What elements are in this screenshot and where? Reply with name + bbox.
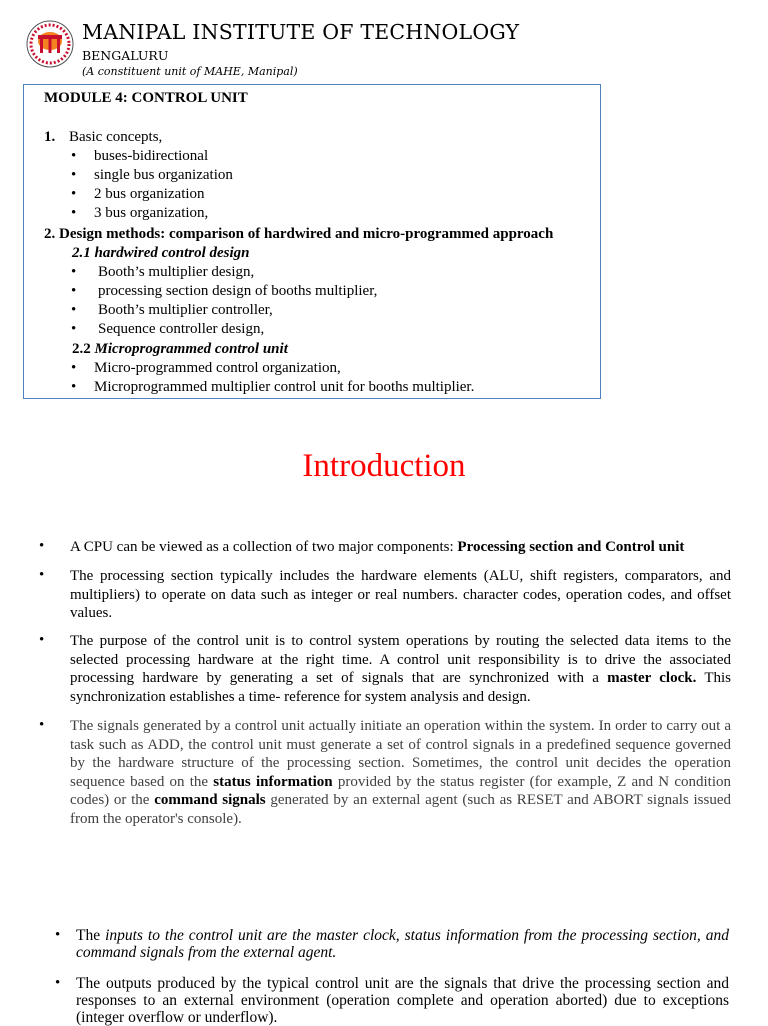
paragraph-text: This synchronization establishes a time- reference for system analysis and design. xyxy=(70,670,731,705)
paragraph-emphasis: Processing section and Control unit xyxy=(457,539,685,555)
bullet-icon: • xyxy=(39,538,45,554)
item1-number: 1. xyxy=(44,129,56,145)
module-outline-box xyxy=(23,84,601,399)
institution-name: MANIPAL INSTITUTE OF TECHNOLOGY xyxy=(82,20,520,44)
bullet-icon: • xyxy=(71,360,77,376)
campus-name: BENGALURU xyxy=(82,48,169,63)
paragraph-text: A CPU can be viewed as a collection of two major components: xyxy=(70,539,458,555)
intro-paragraph-3 xyxy=(70,632,731,706)
bullet-icon: • xyxy=(71,321,77,337)
bullet-icon: • xyxy=(71,186,77,202)
bullet-icon: • xyxy=(71,148,77,164)
list-item: processing section design of booths multiplier, xyxy=(98,283,378,299)
intro-paragraph-6: The outputs produced by the typical control unit are the signals that drive the processing section and responses to an external environment (operation complete and operation aborted) due to exceptions (integer overflow or underflow). xyxy=(76,975,729,1026)
bullet-icon: • xyxy=(39,717,45,733)
list-item: single bus organization xyxy=(94,167,233,183)
intro-paragraph-2: The processing section typically includes the hardware elements (ALU, shift registers, comparators, and multipliers) to operate on data such as integer or real numbers. character codes, operation codes, and offset values. xyxy=(70,568,731,621)
item2-heading: 2. Design methods: comparison of hardwired and micro-programmed approach xyxy=(44,226,554,242)
bullet-icon: • xyxy=(71,264,77,280)
intro-paragraph-4 xyxy=(70,717,731,828)
paragraph-text: provided by the status register (for example, Z and N condition codes) or the xyxy=(70,773,732,808)
subsection-2-2-heading xyxy=(72,340,288,359)
paragraph-text: The purpose of the control unit is to control system operations by routing the selected data items to the selected processing hardware at the right time. A control unit responsibility is to drive the associated processing hardware by generating a set of signals that are synchronized with a xyxy=(70,633,731,686)
intro-paragraph-5 xyxy=(76,927,729,961)
paragraph-italic: inputs to the control unit are the master clock, status information from the processing section, and command signals from the external agent. xyxy=(76,927,729,961)
paragraph-emphasis: master clock. xyxy=(607,670,697,686)
list-item: buses-bidirectional xyxy=(94,148,209,164)
item1-label: Basic concepts, xyxy=(69,129,163,145)
subsection-2-2-number: 2.2 xyxy=(72,341,91,357)
paragraph-emphasis: status information xyxy=(213,773,333,790)
paragraph-text: The xyxy=(76,927,106,944)
list-item: Sequence controller design, xyxy=(98,321,265,337)
list-item: 3 bus organization, xyxy=(94,205,209,221)
paragraph-text: generated by an external agent (such as RESET and ABORT signals issued from the operator's console). xyxy=(70,792,732,827)
subsection-2-1-heading: 2.1 hardwired control design xyxy=(72,245,250,261)
list-item: Booth’s multiplier controller, xyxy=(98,302,273,318)
institution-logo-icon xyxy=(24,18,76,78)
module-title: MODULE 4: CONTROL UNIT xyxy=(44,90,248,106)
bullet-icon: • xyxy=(71,302,77,318)
bullet-icon: • xyxy=(39,567,45,583)
bullet-icon: • xyxy=(39,632,45,648)
bullet-icon: • xyxy=(71,205,77,221)
institution-affiliation: (A constituent unit of MAHE, Manipal) xyxy=(82,65,298,78)
bullet-icon: • xyxy=(55,927,61,943)
introduction-heading: Introduction xyxy=(302,448,466,484)
intro-paragraph-1 xyxy=(70,538,731,557)
subsection-2-2-label: Microprogrammed control unit xyxy=(94,341,288,357)
bullet-icon: • xyxy=(71,379,77,395)
list-item: Booth’s multiplier design, xyxy=(98,264,255,280)
list-item: Microprogrammed multiplier control unit for booths multiplier. xyxy=(94,379,475,395)
bullet-icon: • xyxy=(55,975,61,991)
list-item: 2 bus organization xyxy=(94,186,205,202)
paragraph-text: The signals generated by a control unit actually initiate an operation within the system. In order to carry out a task such as ADD, the control unit must generate a set of control signals in a predefined sequence governed by the hardware structure of the processing section. Sometimes, the control unit decides the operation sequence based on the xyxy=(70,718,731,790)
bullet-icon: • xyxy=(71,283,77,299)
bullet-icon: • xyxy=(71,167,77,183)
list-item: Micro-programmed control organization, xyxy=(94,360,341,376)
paragraph-emphasis: command signals xyxy=(154,792,266,808)
institution-header xyxy=(24,18,524,82)
